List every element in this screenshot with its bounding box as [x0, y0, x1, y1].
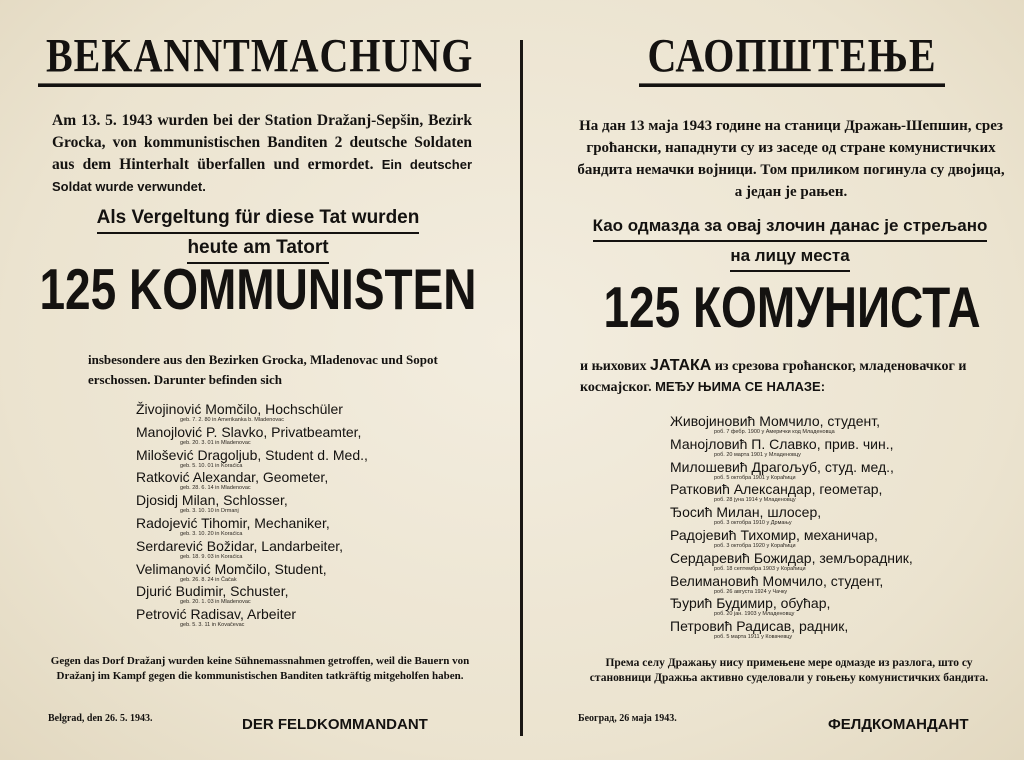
- german-vergeltung: Als Vergeltung für diese Tat wurden heute am Tatort: [38, 204, 478, 264]
- list-item: Ратковић Александар, геометар, роб. 28 јуна 1914 у Младеновцу: [670, 481, 883, 504]
- list-item: Ratković Alexandar, Geometer, geb. 28. 6. 14 in Mladenovac: [136, 469, 329, 492]
- german-subline: insbesondere aus den Bezirken Grocka, Mladenovac und Sopot erschossen. Darunter befinden sich: [88, 352, 438, 387]
- german-intro-emphasis: Ein deutscher Soldat wurde verwundet.: [52, 157, 473, 194]
- serbian-date: Београд, 26 маја 1943.: [578, 713, 677, 724]
- list-item: Радојевић Тихомир, механичар, роб. 3 октобра 1920 у Кораћици: [670, 526, 878, 549]
- serbian-column: [566, 0, 1006, 760]
- serbian-subline: и њихових ЈАТАКА из срезова гроћанског, младеновачког и космајског. МЕЂУ ЊИМА СЕ НАЛАЗЕ:: [580, 357, 967, 395]
- serbian-footnote: Према селу Дражању нису примењене мере одмазде из разлога, што су становници Дражња активно суделовали у гоњењу комунистичких бандита.: [589, 657, 989, 684]
- german-name-list: [136, 402, 486, 630]
- list-item: Манојловић П. Славко, прив. чин., роб. 20 марта 1901 у Младеновцу: [670, 435, 894, 458]
- list-item: Milošević Dragoljub, Student d. Med., geb. 5. 10. 01 in Koraćica: [136, 446, 368, 469]
- german-intro: Am 13. 5. 1943 wurden bei der Station Dražanj-Sepšin, Bezirk Grocka, von kommunistischen Banditen 2 deutsche Soldaten aus dem Hinterhalt überfallen und ermordet. Ein deutscher Soldat wurde verwundet.: [52, 112, 473, 194]
- german-date: Belgrad, den 26. 5. 1943.: [48, 713, 153, 724]
- list-item: Живојиновић Момчило, студент, роб. 7 фебр. 1900 у Амерички код Младеновца: [670, 413, 880, 435]
- german-headline: 125 KOMMUNISTEN: [39, 256, 477, 322]
- list-item: Radojević Tihomir, Mechaniker, geb. 3. 10. 20 in Koraćica: [136, 514, 330, 537]
- list-item: Ђурић Будимир, обућар, роб. 20 јан. 1903 у Младеновцу: [670, 595, 831, 618]
- list-item: Петровић Радисав, радник, роб. 5 марта 1911 у Ковачевцу: [670, 618, 849, 641]
- list-item: Сердаревић Божидар, земљорадник, роб. 18 септембра 1903 у Кораћици: [670, 549, 913, 572]
- center-divider: [520, 40, 523, 736]
- list-item: Djurić Budimir, Schuster, geb. 20. 1. 03 in Mladenovac: [136, 583, 289, 606]
- serbian-headline: 125 КОМУНИСТА: [603, 274, 981, 340]
- list-item: Velimanović Momčilo, Student, geb. 26. 8. 24 in Čačak: [136, 560, 327, 583]
- list-item: Petrović Radisav, Arbeiter geb. 5. 3. 11 in Kovačevac: [136, 606, 297, 629]
- list-item: Милошевић Драгољуб, студ. мед., роб. 5 октобра 1901 у Кораћици: [670, 458, 894, 481]
- list-item: Велимановић Момчило, студент, роб. 26 августа 1924 у Чачку: [670, 572, 884, 595]
- serbian-odmazda: Као одмазда за овај злочин данас је стрељано на лицу места: [570, 212, 1010, 272]
- serbian-signature: ФЕЛДКОМАНДАНТ: [828, 716, 969, 733]
- list-item: Ђосић Милан, шлосер, роб. 3 октобра 1910 у Дрмању: [670, 504, 822, 527]
- list-item: Živojinović Momčilo, Hochschüler geb. 7. 2. 80 in Amerikanka b. Mladenovac: [136, 401, 343, 423]
- german-footnote: Gegen das Dorf Dražanj wurden keine Sühnemassnahmen getroffen, weil die Bauern von Dražanj im Kampf gegen die kommunistischen Banditen tatkräftig mitgeholfen haben.: [50, 655, 470, 682]
- serbian-intro: На дан 13 маја 1943 године на станици Дражањ-Шепшин, срез гроћански, нападнути су из заседе од стране комунистичких бандита немачки војници. Том приликом погинула су двојица, а један је рањен.: [577, 118, 1005, 200]
- serbian-title: САОПШТЕЊЕ: [572, 32, 1012, 82]
- list-item: Manojlović P. Slavko, Privatbeamter, geb. 20. 3. 01 in Mladenovac: [136, 423, 362, 446]
- german-signature: DER FELDKOMMANDANT: [242, 716, 428, 733]
- list-item: Serdarević Božidar, Landarbeiter, geb. 18. 9. 03 in Koraćica: [136, 537, 344, 560]
- list-item: Djosidj Milan, Schlosser, geb. 3. 10. 10 in Drmanj: [136, 492, 288, 515]
- serbian-name-list: [670, 414, 1020, 642]
- german-column: [38, 0, 478, 760]
- german-title: BEKANNTMACHUNG: [38, 32, 478, 82]
